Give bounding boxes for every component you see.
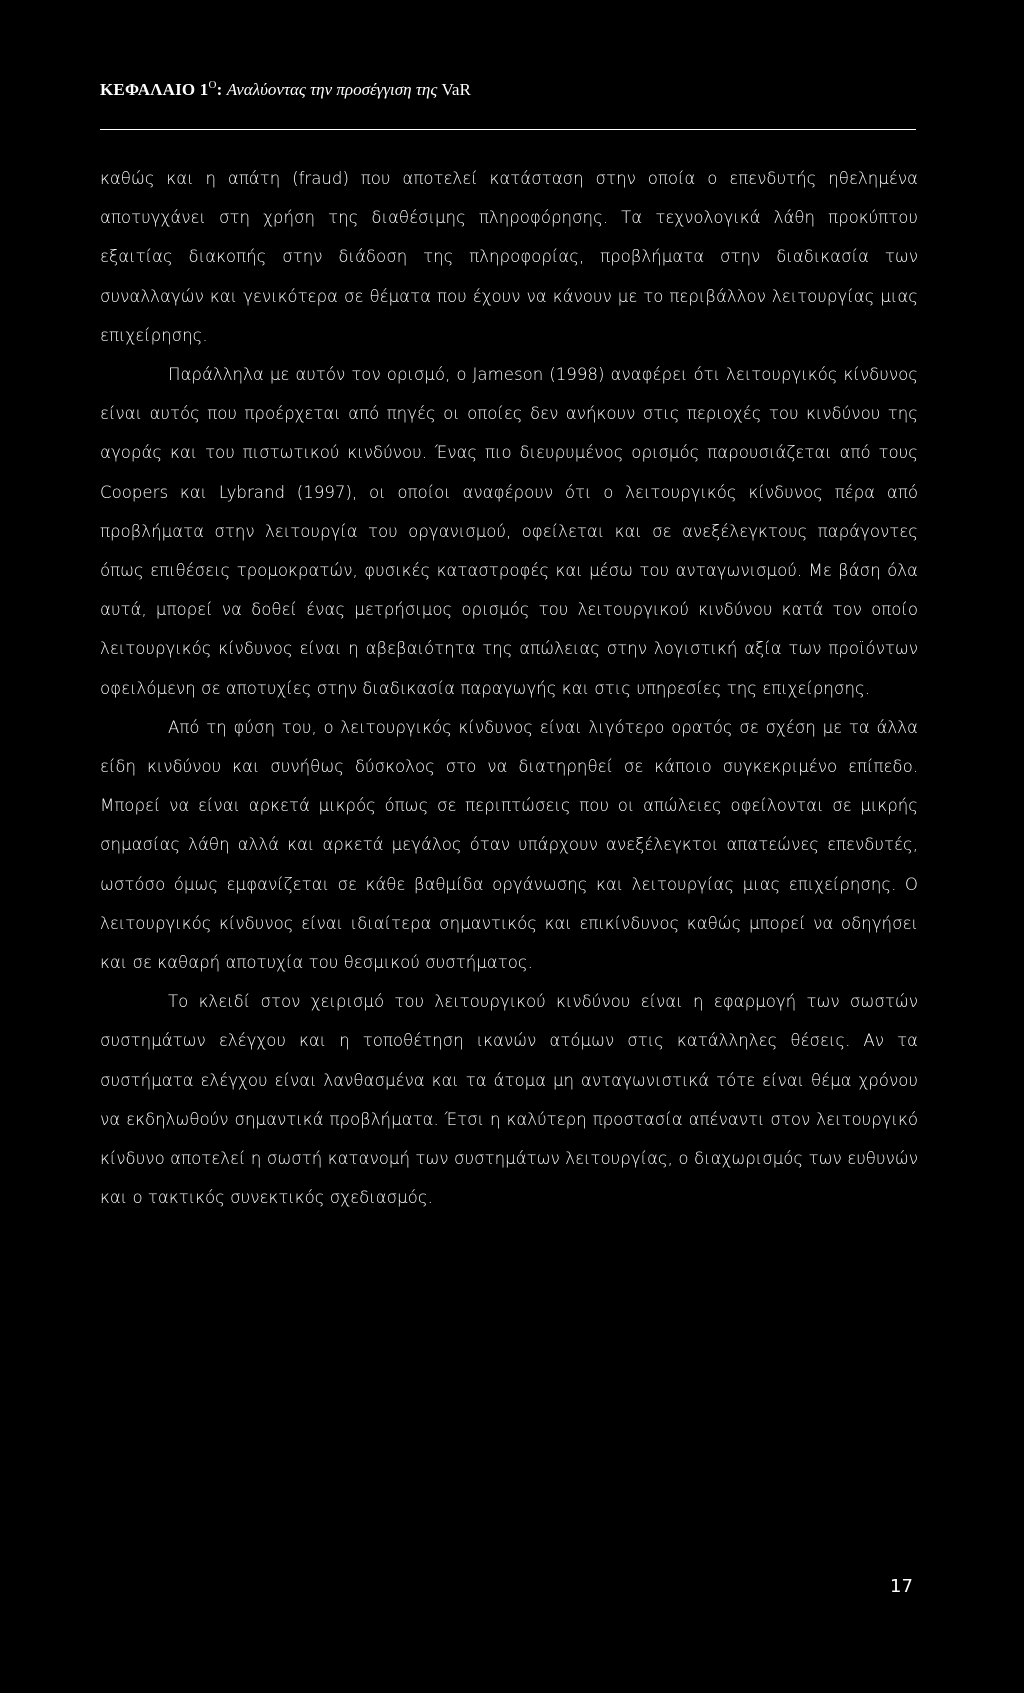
paragraph-1: καθώς και η απάτη (fraud) που αποτελεί κατάσταση στην οποία ο επενδυτής ηθεληµένα αποτυγχάνει στη χρήση της διαθέσιµης πληροφόρησης. Τα τεχνολογικά λάθη προκύπτου εξαιτίας διακοπής στην διάδοση της πληροφορίας, προβλήµατα στην διαδικασία των συναλλαγών και γενικότερα σε θέµατα που έχουν να κάνουν µε το περιβάλλον λειτουργίας µιας επιχείρησης. [100, 169, 918, 345]
chapter-superscript: Ο [208, 79, 217, 91]
paragraph-2: Παράλληλα µε αυτόν τον ορισµό, ο Jameson (1998) αναφέρει ότι λειτουργικός κίνδυνος είναι αυτός που προέρχεται από πηγές οι οποίες δεν ανήκουν στις περιοχές του κινδύνου της αγοράς και του πιστωτικού κινδύνου. Ένας πιο διευρυµένος ορισµός παρουσιάζεται από τους Coopers και Lybrand (1997), οι οποίοι αναφέρουν ότι ο λειτουργικός κίνδυνος πέρα από προβλήµατα στην λειτουργία του οργανισµού, οφείλεται και σε ανεξέλεγκτους παράγοντες όπως επιθέσεις τροµοκρατών, φυσικές καταστροφές και µέσω του ανταγωνισµού. Με βάση όλα αυτά, µπορεί να δοθεί ένας µετρήσιµος ορισµός του λειτουργικού κινδύνου κατά τον οποίο λειτουργικός κίνδυνος είναι η αβεβαιότητα της απώλειας στην λογιστική αξία των προϊόντων οφειλόµενη σε αποτυχίες στην διαδικασία παραγωγής και στις υπηρεσίες της επιχείρησης. [100, 365, 918, 698]
header-divider [100, 129, 916, 130]
chapter-subtitle-term: VaR [441, 80, 471, 99]
body-text [100, 159, 918, 1217]
chapter-label: ΚΕΦΑΛΑΙΟ $1^O$: [100, 79, 223, 99]
running-header [100, 80, 471, 100]
chapter-subtitle: Αναλύοντας την προσέγγιση της [226, 80, 438, 99]
paragraph-4: Το κλειδί στον χειρισµό του λειτουργικού κινδύνου είναι η εφαρµογή των σωστών συστηµάτων ελέγχου και η τοποθέτηση ικανών ατόµων στις κατάλληλες θέσεις. Αν τα συστήµατα ελέγχου είναι λανθασµένα και τα άτοµα µη ανταγωνιστικά τότε είναι θέµα χρόνου να εκδηλωθούν σηµαντικά προβλήµατα. Έτσι η καλύτερη προστασία απέναντι στον λειτουργικό κίνδυνο αποτελεί η σωστή κατανοµή των συστηµάτων λειτουργίας, ο διαχωρισµός των ευθυνών και ο τακτικός συνεκτικός σχεδιασµός. [100, 992, 918, 1208]
paragraph-3: Από τη φύση του, ο λειτουργικός κίνδυνος είναι λιγότερο ορατός σε σχέση µε τα άλλα είδη κινδύνου και συνήθως δύσκολος στο να διατηρηθεί σε κάποιο συγκεκριµένο επίπεδο. Μπορεί να είναι αρκετά µικρός όπως σε περιπτώσεις που οι απώλειες οφείλονται σε µικρής σηµασίας λάθη αλλά και αρκετά µεγάλος όταν υπάρχουν ανεξέλεγκτοι απατεώνες επενδυτές, ωστόσο όµως εµφανίζεται σε κάθε βαθµίδα οργάνωσης και λειτουργίας µιας επιχείρησης. Ο λειτουργικός κίνδυνος είναι ιδιαίτερα σηµαντικός και επικίνδυνος καθώς µπορεί να οδηγήσει και σε καθαρή αποτυχία του θεσµικού συστήµατος. [100, 717, 918, 973]
page-number: 17 [890, 1576, 913, 1597]
